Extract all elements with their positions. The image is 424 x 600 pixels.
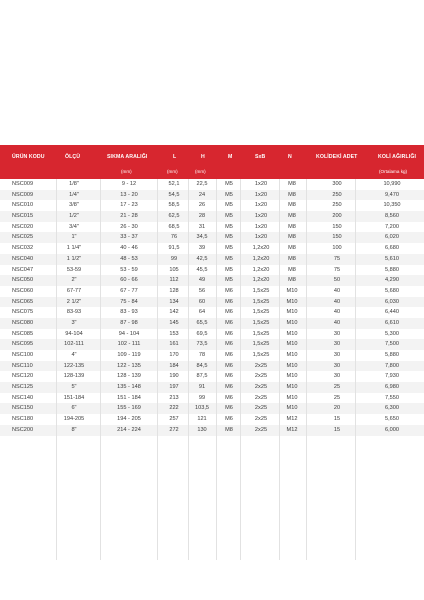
cell-h: 39	[198, 245, 206, 252]
cell-range: 21 - 28	[120, 213, 138, 220]
header-m: M	[228, 154, 233, 160]
cell-n: M8	[288, 181, 296, 187]
cell-code: NSC050	[12, 277, 34, 284]
column-divider	[100, 179, 101, 560]
cell-code: NSC010	[12, 202, 34, 209]
cell-range: 214 - 224	[117, 426, 141, 433]
cell-qty: 50	[333, 277, 341, 284]
cell-l: 54,5	[168, 191, 180, 198]
cell-size: 1/2"	[69, 213, 79, 220]
cell-l: 190	[169, 373, 179, 380]
cell-sxb: 1,5x25	[252, 298, 270, 305]
cell-code: NSC020	[12, 223, 34, 230]
table-row	[0, 190, 424, 201]
cell-l: 145	[169, 319, 179, 326]
cell-l: 161	[169, 341, 179, 348]
cell-h: 87,5	[196, 373, 208, 380]
cell-l: 257	[169, 416, 179, 423]
cell-n: M10	[286, 373, 298, 380]
cell-sxb: 2x25	[254, 362, 268, 369]
cell-m: M6	[225, 384, 233, 391]
cell-n: M12	[286, 426, 298, 433]
cell-l: 68,5	[168, 223, 180, 230]
cell-n: M10	[286, 405, 298, 412]
cell-l: 52,1	[168, 181, 180, 187]
header-sxb: SxB	[255, 154, 266, 160]
cell-range: 151 - 184	[117, 394, 141, 401]
cell-code: NSC150	[12, 405, 34, 412]
cell-qty: 300	[332, 181, 342, 187]
cell-sxb: 1x20	[254, 191, 268, 198]
cell-qty: 75	[333, 266, 341, 273]
cell-size: 4"	[71, 352, 77, 358]
cell-weight: 7,800	[385, 362, 399, 369]
cell-h: 65,5	[196, 319, 208, 326]
header-h: H	[201, 154, 205, 160]
cell-qty: 30	[333, 341, 341, 348]
cell-qty: 15	[333, 416, 341, 423]
cell-range: 13 - 20	[120, 191, 138, 198]
table-row	[0, 318, 424, 329]
cell-range: 155 - 169	[117, 405, 141, 412]
cell-l: 184	[169, 362, 179, 369]
table-body	[0, 179, 424, 436]
cell-n: M8	[288, 277, 296, 284]
cell-h: 130	[197, 426, 207, 433]
table-header-bar	[0, 145, 424, 179]
unit-l: (mm)	[167, 169, 178, 174]
cell-code: NSC125	[12, 384, 34, 391]
cell-h: 22,5	[196, 181, 208, 187]
cell-m: M6	[225, 298, 233, 305]
header-olcu: ÖLÇÜ	[65, 154, 81, 160]
cell-sxb: 1,2x20	[252, 245, 270, 252]
cell-weight: 5,680	[385, 287, 399, 294]
cell-h: 78	[198, 352, 206, 358]
cell-code: NSC080	[12, 319, 34, 326]
cell-qty: 200	[332, 213, 342, 220]
cell-h: 42,5	[196, 255, 208, 262]
cell-h: 73,5	[196, 341, 208, 348]
cell-size: 53-59	[66, 266, 82, 273]
cell-qty: 30	[333, 352, 341, 358]
table-row	[0, 243, 424, 254]
cell-weight: 5,880	[385, 266, 399, 273]
cell-range: 122 - 135	[117, 362, 141, 369]
cell-m: M5	[225, 181, 233, 187]
cell-m: M6	[225, 352, 233, 358]
cell-h: 28	[198, 213, 206, 220]
cell-weight: 6,000	[385, 426, 399, 433]
table-row	[0, 307, 424, 318]
table-row	[0, 297, 424, 308]
unit-koli-agirligi: (Ortalama kg)	[379, 169, 408, 174]
unit-sikma-araligi: (mm)	[121, 169, 132, 174]
table-row	[0, 350, 424, 361]
header-koli-agirligi: KOLİ AĞIRLIĞI	[378, 154, 416, 160]
cell-m: M6	[225, 319, 233, 326]
cell-range: 75 - 84	[120, 298, 138, 305]
table-row	[0, 232, 424, 243]
cell-size: 151-184	[63, 394, 85, 401]
cell-qty: 25	[333, 384, 341, 391]
cell-range: 109 - 119	[117, 352, 141, 358]
cell-m: M6	[225, 362, 233, 369]
cell-range: 194 - 205	[117, 416, 141, 423]
header-urun-kodu: ÜRÜN KODU	[12, 154, 45, 160]
cell-size: 3"	[71, 319, 77, 326]
cell-h: 64	[198, 309, 206, 316]
cell-range: 26 - 30	[120, 223, 138, 230]
cell-m: M5	[225, 191, 233, 198]
cell-sxb: 1x20	[254, 234, 268, 241]
cell-size: 5"	[71, 384, 77, 391]
cell-sxb: 2x25	[254, 405, 268, 412]
header-kolideki-adet: KOLİDEKİ ADET	[316, 154, 358, 160]
cell-n: M10	[286, 352, 298, 358]
column-divider	[56, 179, 57, 560]
cell-n: M10	[286, 362, 298, 369]
cell-weight: 7,200	[385, 223, 399, 230]
cell-weight: 4,290	[385, 277, 399, 284]
cell-weight: 6,300	[385, 405, 399, 412]
cell-l: 91,5	[168, 245, 180, 252]
cell-size: 3/8"	[69, 202, 79, 209]
cell-l: 99	[170, 255, 178, 262]
cell-n: M8	[288, 234, 296, 241]
column-divider	[240, 179, 241, 560]
cell-code: NSC047	[12, 266, 34, 273]
cell-m: M5	[225, 234, 233, 241]
cell-size: 6"	[71, 405, 77, 412]
cell-l: 153	[169, 330, 179, 337]
cell-m: M5	[225, 202, 233, 209]
cell-h: 45,5	[196, 266, 208, 273]
cell-l: 197	[169, 384, 179, 391]
header-l: L	[173, 154, 177, 160]
table-row	[0, 414, 424, 425]
cell-l: 128	[169, 287, 179, 294]
cell-n: M12	[286, 416, 298, 423]
cell-range: 40 - 46	[120, 245, 138, 252]
cell-n: M10	[286, 384, 298, 391]
cell-l: 58,5	[168, 202, 180, 209]
cell-sxb: 2x25	[254, 416, 268, 423]
column-divider	[157, 179, 158, 560]
cell-weight: 6,020	[385, 234, 399, 241]
cell-sxb: 1,2x20	[252, 255, 270, 262]
cell-code: NSC060	[12, 287, 34, 294]
cell-weight: 8,560	[385, 213, 399, 220]
cell-qty: 40	[333, 309, 341, 316]
cell-code: NSC120	[12, 373, 34, 380]
cell-n: M10	[286, 341, 298, 348]
cell-n: M10	[286, 394, 298, 401]
cell-qty: 30	[333, 362, 341, 369]
cell-n: M8	[288, 223, 296, 230]
cell-size: 1"	[71, 234, 77, 241]
cell-l: 112	[169, 277, 179, 284]
table-row	[0, 254, 424, 265]
cell-sxb: 1x20	[254, 213, 268, 220]
table-row	[0, 382, 424, 393]
table-row	[0, 425, 424, 436]
cell-m: M6	[225, 309, 233, 316]
cell-qty: 100	[332, 245, 342, 252]
cell-qty: 15	[333, 426, 341, 433]
cell-size: 1 1/4"	[66, 245, 82, 252]
cell-weight: 9,470	[385, 191, 399, 198]
cell-h: 31	[198, 223, 206, 230]
cell-code: NSC009	[12, 181, 34, 187]
cell-m: M5	[225, 255, 233, 262]
cell-code: NSC085	[12, 330, 34, 337]
table-row	[0, 265, 424, 276]
cell-l: 134	[169, 298, 179, 305]
cell-n: M10	[286, 330, 298, 337]
cell-code: NSC065	[12, 298, 34, 305]
cell-sxb: 2x25	[254, 384, 268, 391]
cell-l: 62,5	[168, 213, 180, 220]
cell-qty: 150	[332, 223, 342, 230]
cell-qty: 40	[333, 287, 341, 294]
cell-qty: 20	[333, 405, 341, 412]
cell-sxb: 1,5x25	[252, 341, 270, 348]
cell-weight: 6,030	[385, 298, 399, 305]
cell-l: 213	[169, 394, 179, 401]
header-sikma-araligi: SIKMA ARALIĞI	[107, 154, 148, 160]
cell-range: 83 - 93	[120, 309, 138, 316]
cell-weight: 5,610	[385, 255, 399, 262]
cell-code: NSC009	[12, 191, 34, 198]
cell-h: 121	[197, 416, 207, 423]
table-row	[0, 286, 424, 297]
cell-range: 128 - 139	[117, 373, 141, 380]
cell-range: 94 - 104	[118, 330, 140, 337]
cell-sxb: 1,5x25	[252, 309, 270, 316]
cell-sxb: 2x25	[254, 394, 268, 401]
cell-qty: 25	[333, 394, 341, 401]
cell-weight: 5,880	[385, 352, 399, 358]
cell-range: 9 - 12	[121, 181, 137, 187]
table-row	[0, 339, 424, 350]
cell-sxb: 1,2x20	[252, 266, 270, 273]
column-divider	[279, 179, 280, 560]
cell-h: 60	[198, 298, 206, 305]
table-row	[0, 200, 424, 211]
cell-code: NSC032	[12, 245, 34, 252]
cell-weight: 7,550	[385, 394, 399, 401]
cell-code: NSC025	[12, 234, 34, 241]
cell-code: NSC140	[12, 394, 34, 401]
cell-code: NSC180	[12, 416, 34, 423]
cell-h: 24	[198, 191, 206, 198]
cell-code: NSC040	[12, 255, 34, 262]
cell-weight: 6,680	[385, 245, 399, 252]
cell-range: 48 - 53	[120, 255, 138, 262]
column-divider	[306, 179, 307, 560]
cell-size: 102-111	[64, 341, 84, 348]
cell-weight: 6,980	[385, 384, 399, 391]
cell-size: 8"	[71, 426, 77, 433]
cell-n: M8	[288, 245, 296, 252]
cell-weight: 7,930	[385, 373, 399, 380]
cell-size: 83-93	[66, 309, 82, 316]
cell-h: 91	[198, 384, 206, 391]
table-row	[0, 211, 424, 222]
cell-weight: 10,350	[383, 202, 401, 209]
cell-range: 87 - 98	[120, 319, 138, 326]
cell-size: 3/4"	[69, 223, 79, 230]
cell-weight: 7,500	[385, 341, 399, 348]
cell-size: 94-104	[65, 330, 83, 337]
cell-weight: 5,650	[385, 416, 399, 423]
cell-sxb: 2x25	[254, 426, 268, 433]
cell-m: M5	[225, 277, 233, 284]
cell-l: 170	[169, 352, 179, 358]
cell-sxb: 1x20	[254, 181, 268, 187]
cell-n: M8	[288, 255, 296, 262]
cell-m: M6	[225, 373, 233, 380]
cell-n: M10	[286, 319, 298, 326]
cell-l: 76	[170, 234, 178, 241]
cell-weight: 5,300	[385, 330, 399, 337]
table-row	[0, 393, 424, 404]
cell-qty: 40	[333, 319, 341, 326]
cell-m: M5	[225, 266, 233, 273]
cell-m: M8	[225, 426, 233, 433]
cell-qty: 250	[332, 191, 342, 198]
cell-m: M6	[225, 394, 233, 401]
cell-range: 135 - 148	[117, 384, 141, 391]
cell-h: 103,5	[195, 405, 209, 412]
cell-size: 1 1/2"	[66, 255, 82, 262]
cell-m: M5	[225, 213, 233, 220]
cell-sxb: 1,5x25	[252, 330, 270, 337]
cell-weight: 6,610	[385, 319, 399, 326]
cell-h: 84,5	[196, 362, 208, 369]
cell-m: M6	[225, 416, 233, 423]
cell-sxb: 1,5x25	[252, 319, 270, 326]
cell-qty: 30	[333, 373, 341, 380]
cell-n: M10	[286, 287, 298, 294]
cell-code: NSC075	[12, 309, 34, 316]
cell-code: NSC100	[12, 352, 34, 358]
table-row	[0, 329, 424, 340]
cell-m: M6	[225, 330, 233, 337]
cell-code: NSC200	[12, 426, 34, 433]
cell-size: 194-205	[63, 416, 85, 423]
cell-weight: 10,990	[383, 181, 401, 187]
cell-sxb: 1x20	[254, 202, 268, 209]
cell-l: 105	[169, 266, 179, 273]
cell-h: 26	[198, 202, 206, 209]
cell-sxb: 1x20	[254, 223, 268, 230]
cell-qty: 150	[332, 234, 342, 241]
cell-l: 272	[169, 426, 179, 433]
column-divider	[355, 179, 356, 560]
cell-sxb: 1,5x25	[252, 287, 270, 294]
cell-h: 99	[198, 394, 206, 401]
cell-size: 128-139	[63, 373, 85, 380]
table-row	[0, 371, 424, 382]
cell-size: 67-77	[66, 287, 82, 294]
cell-range: 102 - 111	[117, 341, 141, 348]
cell-sxb: 1,2x20	[252, 277, 270, 284]
cell-size: 2 1/2"	[66, 298, 82, 305]
table-row	[0, 179, 424, 190]
column-divider	[188, 179, 189, 560]
table-row	[0, 403, 424, 414]
cell-h: 49	[198, 277, 206, 284]
cell-m: M6	[225, 287, 233, 294]
table-row	[0, 361, 424, 372]
cell-n: M10	[286, 298, 298, 305]
cell-n: M8	[288, 266, 296, 273]
cell-qty: 30	[333, 330, 341, 337]
cell-h: 34,5	[196, 234, 208, 241]
cell-m: M6	[225, 341, 233, 348]
cell-range: 67 - 77	[120, 287, 138, 294]
cell-qty: 75	[333, 255, 341, 262]
cell-size: 1/8"	[69, 181, 79, 187]
cell-code: NSC110	[12, 362, 33, 369]
header-n: N	[288, 154, 292, 160]
cell-range: 60 - 66	[120, 277, 138, 284]
cell-sxb: 2x25	[254, 373, 268, 380]
cell-n: M8	[288, 191, 296, 198]
cell-h: 69,5	[196, 330, 208, 337]
cell-size: 2"	[71, 277, 77, 284]
cell-range: 33 - 37	[120, 234, 138, 241]
cell-code: NSC015	[12, 213, 34, 220]
cell-m: M5	[225, 245, 233, 252]
cell-n: M8	[288, 213, 296, 220]
cell-range: 53 - 59	[120, 266, 138, 273]
cell-n: M8	[288, 202, 296, 209]
cell-m: M6	[225, 405, 233, 412]
cell-size: 1/4"	[69, 191, 79, 198]
table-row	[0, 275, 424, 286]
unit-h: (mm)	[195, 169, 206, 174]
cell-sxb: 1,5x25	[252, 352, 270, 358]
cell-l: 142	[169, 309, 179, 316]
cell-h: 56	[198, 287, 206, 294]
cell-code: NSC095	[12, 341, 34, 348]
cell-n: M10	[286, 309, 298, 316]
table-row	[0, 222, 424, 233]
cell-m: M5	[225, 223, 233, 230]
column-divider	[216, 179, 217, 560]
cell-qty: 250	[332, 202, 342, 209]
cell-qty: 40	[333, 298, 341, 305]
cell-size: 122-135	[63, 362, 85, 369]
cell-weight: 6,440	[385, 309, 399, 316]
cell-l: 222	[169, 405, 179, 412]
cell-range: 17 - 23	[120, 202, 138, 209]
